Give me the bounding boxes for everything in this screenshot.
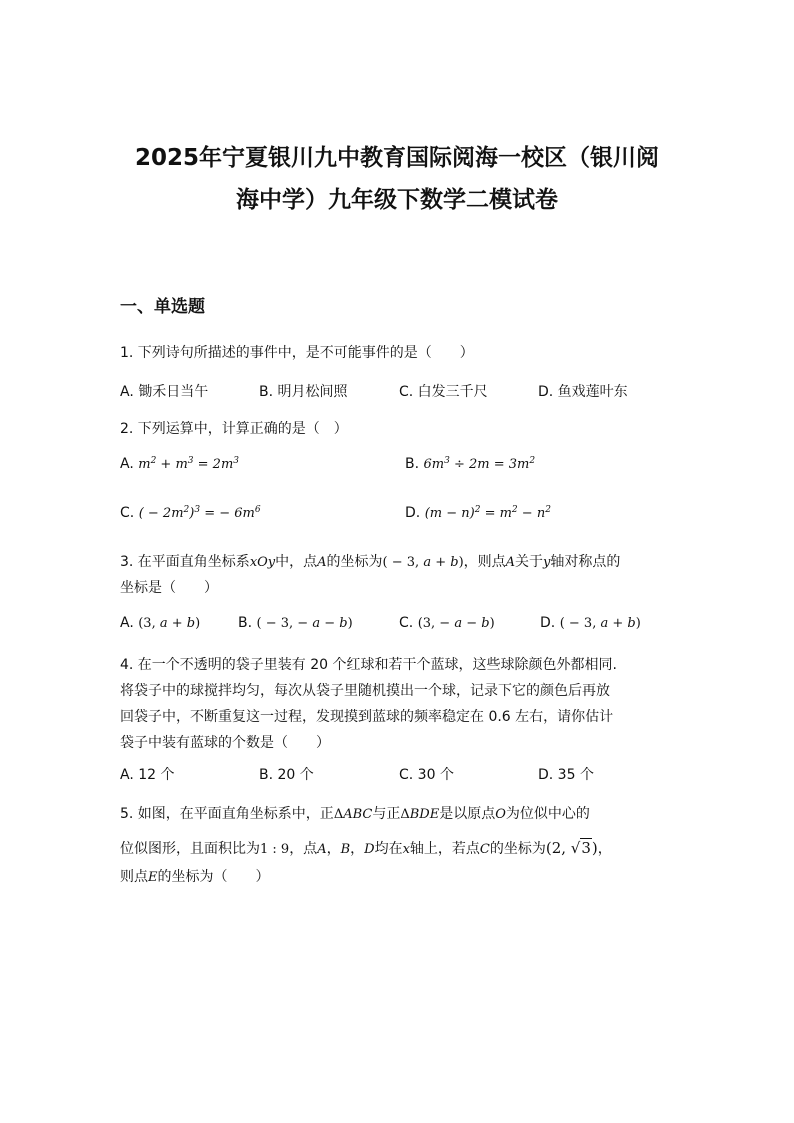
math-point-d: D <box>364 842 375 857</box>
math-expression: ( − 3, a + b) <box>559 616 641 631</box>
q2-option-a <box>120 456 239 472</box>
section-heading: 一、单选题 <box>120 297 205 317</box>
math-coordinate-c: (2, √3) <box>545 839 598 857</box>
q3-option-a <box>120 615 200 631</box>
math-expression: ( − 3, − a − b) <box>256 616 353 631</box>
question-4-stem-line-1: 4. 在一个不透明的袋子里装有 20 个红球和若干个蓝球，这些球除颜色外都相同. <box>120 657 617 673</box>
question-3-stem-line-2: 坐标是（ ） <box>120 580 218 596</box>
math-triangle-bde: ΔBDE <box>400 807 440 822</box>
math-expression: $6m^3 \div 2m = 3m^2$ <box>423 456 536 472</box>
option-letter: A. <box>120 456 134 472</box>
text-segment: 轴上，若点 <box>409 841 480 857</box>
math-expression: (3, a + b) <box>138 616 201 631</box>
text-segment: 的坐标为（ ） <box>157 869 270 885</box>
math-x: x <box>402 842 410 857</box>
q1-option-a: A. 锄禾日当午 <box>120 384 209 400</box>
math-point-b: B <box>340 842 351 857</box>
text-segment: 均在 <box>374 841 403 857</box>
math-ratio: 1 : 9 <box>260 842 290 857</box>
text-segment: 位似图形，且面积比为 <box>120 841 260 857</box>
math-xoy: xOy <box>249 555 276 570</box>
math-y: y <box>543 555 551 570</box>
text-segment: 3. 在平面直角坐标系 <box>120 554 250 570</box>
text-segment: 与正 <box>372 806 401 822</box>
option-letter: B. <box>405 456 420 472</box>
q1-option-d: D. 鱼戏莲叶东 <box>538 384 628 400</box>
q3-option-d <box>540 615 641 631</box>
math-point-a: A <box>317 555 327 570</box>
question-3-stem-line-1 <box>120 551 620 571</box>
text-segment: 的坐标为 <box>326 554 383 570</box>
math-point-e: E <box>148 870 158 885</box>
text-segment: ，则点 <box>463 554 506 570</box>
q4-option-c: C. 30 个 <box>399 767 454 783</box>
q4-option-a: A. 12 个 <box>120 767 175 783</box>
math-triangle-abc: ΔABC <box>333 807 373 822</box>
text-segment: 轴对称点的 <box>550 554 621 570</box>
option-letter: C. <box>120 505 135 521</box>
text-segment: 是以原点 <box>439 806 496 822</box>
q3-option-b <box>238 615 353 631</box>
text-segment: 为位似中心的 <box>505 806 590 822</box>
question-5-stem-line-1 <box>120 803 590 823</box>
math-origin-o: O <box>495 807 506 822</box>
q3-option-c <box>399 615 495 631</box>
question-5-stem-line-2: 位似图形，且面积比为1 : 9，点A，B，D均在x轴上，若点C的坐标为(2, √3)， <box>120 839 612 857</box>
text-segment: 则点 <box>120 869 148 885</box>
math-point-c: C <box>479 842 490 857</box>
q2-option-d <box>405 505 551 521</box>
option-letter: A. <box>120 615 134 631</box>
option-letter: B. <box>238 615 253 631</box>
q4-option-b: B. 20 个 <box>259 767 314 783</box>
q2-option-c <box>120 505 261 521</box>
text-segment: ， <box>597 841 612 857</box>
q1-option-c: C. 白发三千尺 <box>399 384 488 400</box>
math-coordinate: ( − 3, a + b) <box>382 555 464 570</box>
text-segment: 中，点 <box>275 554 318 570</box>
text-segment: 关于 <box>515 554 544 570</box>
question-1-stem: 1. 下列诗句所描述的事件中，是不可能事件的是（ ） <box>120 345 474 361</box>
q2-option-b <box>405 456 535 472</box>
text-segment: 的坐标为 <box>489 841 546 857</box>
math-expression: (3, − a − b) <box>417 616 495 631</box>
text-segment: ，点 <box>289 841 318 857</box>
exam-title-line-2: 海中学）九年级下数学二模试卷 <box>236 187 558 213</box>
question-4-stem-line-4: 袋子中装有蓝球的个数是（ ） <box>120 735 330 751</box>
q1-option-b: B. 明月松间照 <box>259 384 348 400</box>
question-4-stem-line-2: 将袋子中的球搅拌均匀，每次从袋子里随机摸出一个球，记录下它的颜色后再放 <box>120 683 610 699</box>
q4-option-d: D. 35 个 <box>538 767 594 783</box>
question-5-stem-line-3 <box>120 866 270 886</box>
question-4-stem-line-3: 回袋子中，不断重复这一过程，发现摸到蓝球的频率稳定在 0.6 左右，请你估计 <box>120 709 614 725</box>
question-2-stem: 2. 下列运算中，计算正确的是（ ） <box>120 421 348 437</box>
math-point-a: A <box>317 842 327 857</box>
math-expression: ( − $2m^2)^3$ = − $6m^6$ <box>138 505 261 521</box>
option-letter: D. <box>540 615 556 631</box>
option-letter: C. <box>399 615 414 631</box>
option-letter: D. <box>405 505 421 521</box>
exam-title-line-1: 2025年宁夏银川九中教育国际阅海一校区（银川阅 <box>134 145 659 171</box>
math-expression: $m^2 + m^3 = 2m^3$ <box>138 456 240 472</box>
text-segment: 5. 如图，在平面直角坐标系中，正 <box>120 806 334 822</box>
math-expression: $(m - n)^2 = m^2 - n^2$ <box>424 505 551 521</box>
math-point-a: A <box>505 555 516 570</box>
